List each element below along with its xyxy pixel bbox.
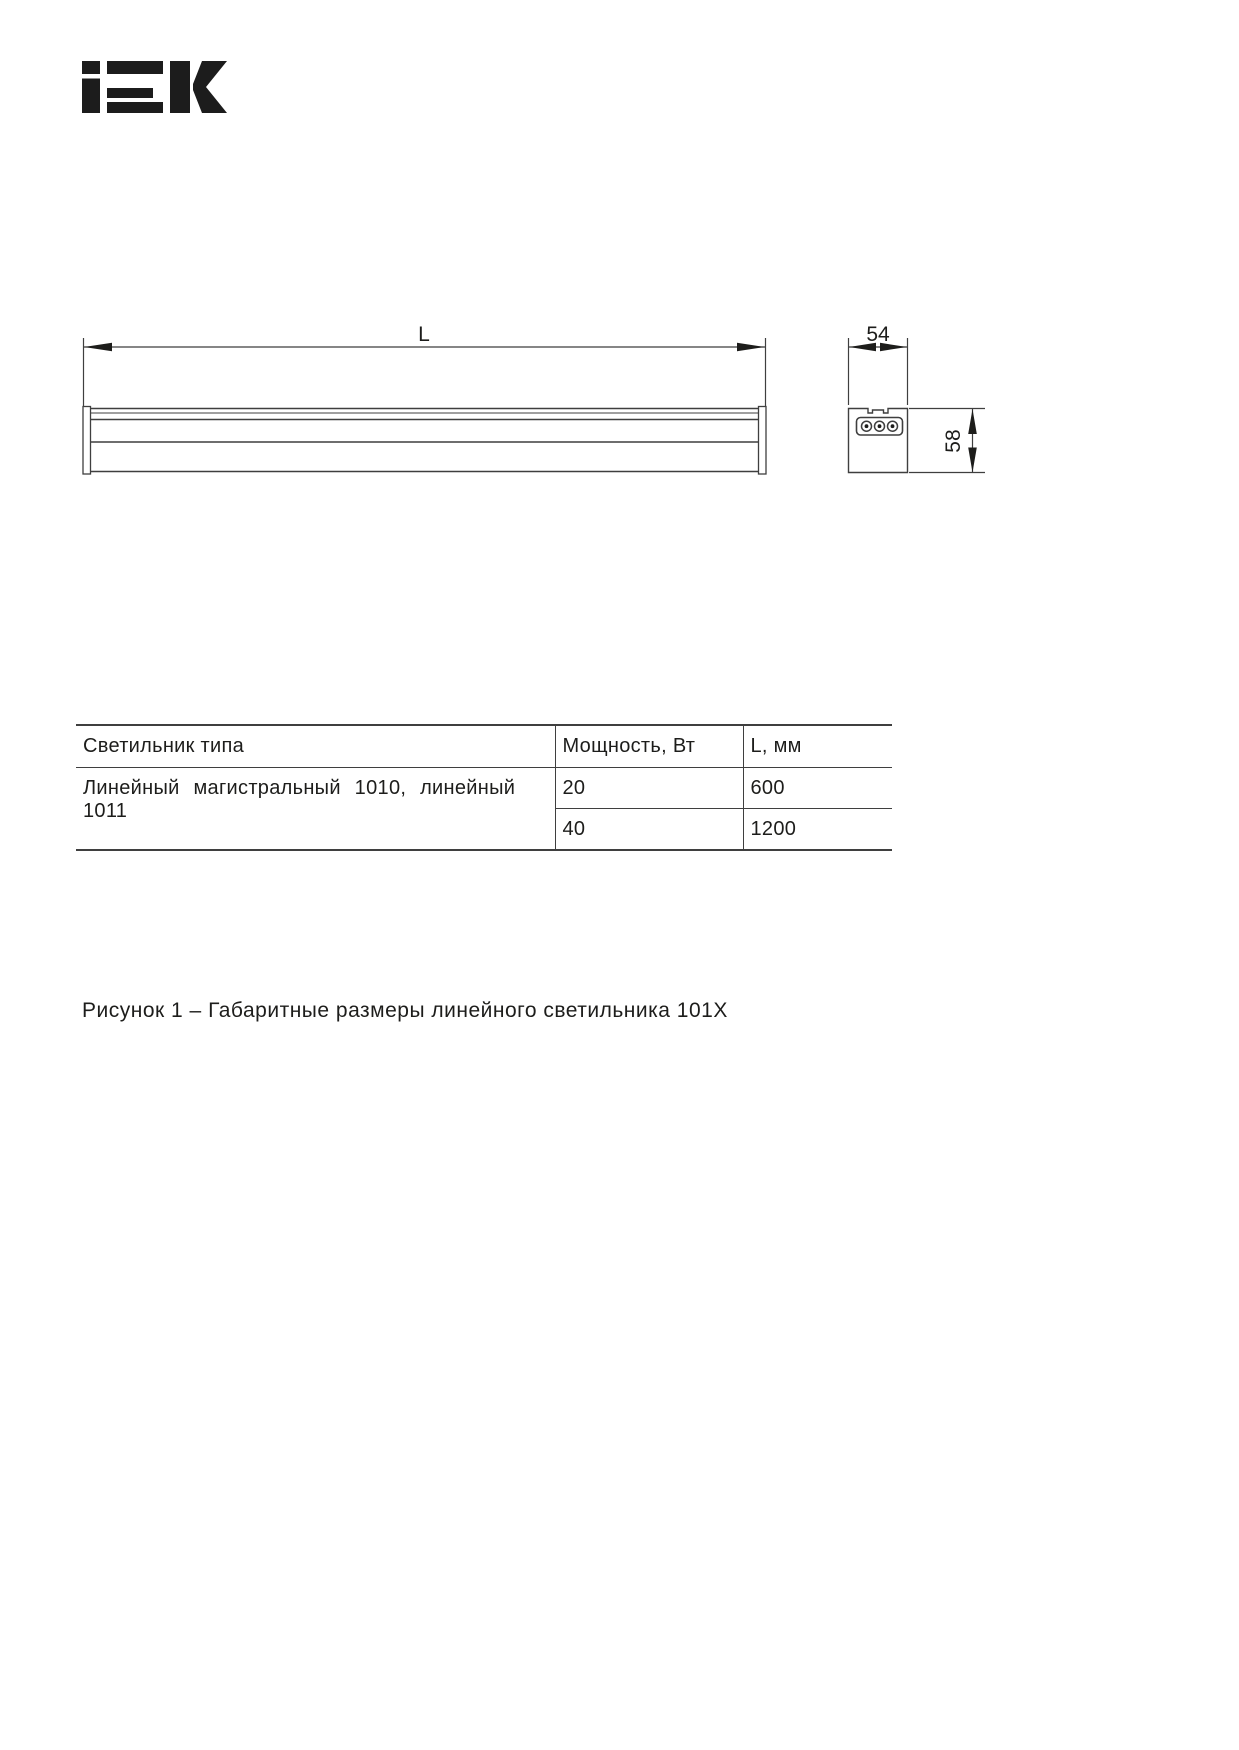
header-luminaire-type: Светильник типа xyxy=(76,725,555,768)
dim-label-height: 58 xyxy=(942,429,965,453)
figure-caption: Рисунок 1 – Габаритные размеры линейного светильника 101Х xyxy=(82,999,728,1022)
dimensions-table xyxy=(76,724,892,851)
logo-k-diagonals xyxy=(193,61,227,113)
logo-e-top xyxy=(107,61,163,74)
arrowhead-left-icon xyxy=(84,343,112,351)
cell-power-40: 40 xyxy=(555,809,743,851)
arrowhead-height-bottom-icon xyxy=(968,448,977,473)
cell-luminaire-type: Линейный магистральный 1010, линейный 1011 xyxy=(83,777,516,822)
dim-label-length: L xyxy=(418,323,430,346)
right-end-cap xyxy=(759,407,767,475)
cell-length-600: 600 xyxy=(743,768,892,809)
dim-label-width: 54 xyxy=(866,323,890,346)
cell-power-20: 20 xyxy=(555,768,743,809)
table-row xyxy=(76,768,892,809)
logo-e-bottom xyxy=(107,102,163,113)
dimensional-drawing xyxy=(0,280,1010,510)
table-header-row xyxy=(76,725,892,768)
logo-k-stem xyxy=(170,61,190,113)
iek-logo-icon xyxy=(82,61,228,113)
logo-i-dot xyxy=(82,61,100,74)
header-length: L, мм xyxy=(743,725,892,768)
logo-e-mid xyxy=(107,88,153,98)
header-power: Мощность, Вт xyxy=(555,725,743,768)
cell-length-1200: 1200 xyxy=(743,809,892,851)
logo-i-stem xyxy=(82,79,100,114)
front-view xyxy=(83,338,766,474)
left-end-cap xyxy=(83,407,91,475)
arrowhead-height-top-icon xyxy=(968,409,977,434)
arrowhead-right-icon xyxy=(737,343,765,351)
